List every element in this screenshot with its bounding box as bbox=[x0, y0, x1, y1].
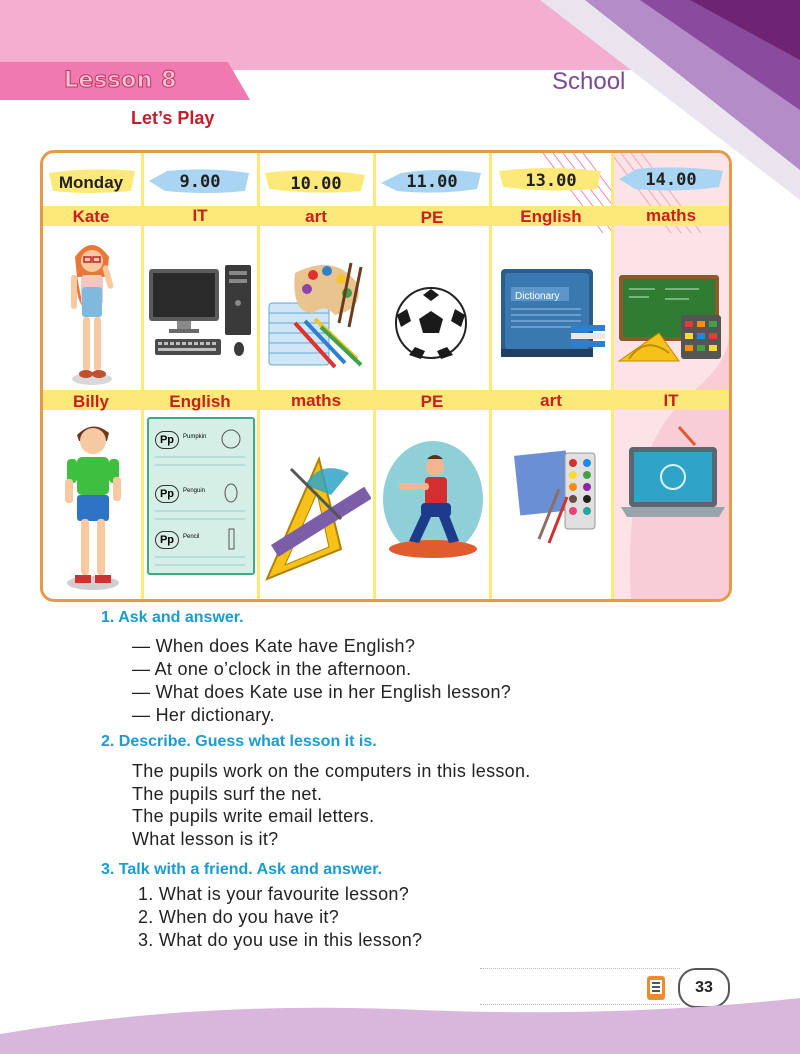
paintbox-illustration bbox=[509, 439, 609, 549]
day-label: Monday bbox=[58, 173, 124, 192]
exercise-1-line: — When does Kate have English? bbox=[132, 636, 416, 656]
exercise-2-title: 2. Describe. Guess what lesson it is. bbox=[101, 733, 377, 750]
worksheet-word: Pencil bbox=[183, 534, 200, 540]
worksheet-word: Pumpkin bbox=[183, 434, 207, 440]
timetable bbox=[40, 150, 732, 602]
worksheet-illustration bbox=[147, 417, 255, 575]
section-title: School bbox=[552, 68, 626, 95]
billy-subject-13: art bbox=[540, 391, 562, 410]
time-14: 14.00 bbox=[645, 170, 697, 190]
lesson-title: Lesson 8 bbox=[64, 68, 177, 93]
exercise-1-line: — At one o’clock in the afternoon. bbox=[132, 659, 412, 679]
dictionary-illustration bbox=[497, 265, 607, 363]
billy-illustration bbox=[59, 419, 129, 593]
kate-subject-9: IT bbox=[192, 206, 208, 225]
kate-subject-10: art bbox=[305, 207, 327, 226]
blackboard-illustration bbox=[615, 249, 727, 369]
worksheet-word: Penguin bbox=[183, 488, 206, 494]
time-13: 13.00 bbox=[525, 171, 577, 191]
page-number: 33 bbox=[678, 968, 730, 1008]
kate-name: Kate bbox=[72, 207, 110, 226]
footer-wave bbox=[0, 990, 800, 1054]
billy-subject-14: IT bbox=[663, 391, 679, 410]
billy-name: Billy bbox=[73, 392, 109, 411]
billy-subject-10: maths bbox=[290, 391, 342, 410]
rulers-illustration bbox=[261, 429, 371, 589]
dictionary-cover-label: Dictionary bbox=[515, 291, 560, 302]
exercise-2-line: What lesson is it? bbox=[132, 829, 279, 849]
time-11: 11.00 bbox=[406, 172, 458, 192]
billy-subject-9: English bbox=[169, 392, 231, 411]
kate-subject-11: PE bbox=[420, 208, 444, 227]
exercise-3-title: 3. Talk with a friend. Ask and answer. bbox=[101, 861, 382, 878]
kate-subject-13: English bbox=[520, 207, 582, 226]
exercise-2-line: The pupils work on the computers in this lesson. bbox=[132, 761, 531, 781]
worksheet-letter: Pp bbox=[155, 431, 179, 449]
football-illustration bbox=[393, 285, 469, 361]
worksheet-letter: Pp bbox=[155, 531, 179, 549]
exercise-1-line: — Her dictionary. bbox=[132, 705, 275, 725]
billy-subject-11: PE bbox=[420, 392, 444, 411]
exercise-illustration bbox=[379, 429, 485, 559]
palette-illustration bbox=[265, 253, 369, 373]
subtitle: Let’s Play bbox=[131, 108, 215, 128]
computer-illustration bbox=[147, 263, 253, 363]
kate-illustration bbox=[57, 237, 127, 387]
exercise-3-line: 3. What do you use in this lesson? bbox=[138, 930, 423, 950]
exercise-2-line: The pupils write email letters. bbox=[132, 806, 375, 826]
laptop-illustration bbox=[619, 423, 727, 543]
kate-subject-14: maths bbox=[645, 206, 697, 225]
exercise-3-line: 2. When do you have it? bbox=[138, 907, 340, 927]
time-9: 9.00 bbox=[179, 172, 221, 192]
footer-rule bbox=[480, 968, 680, 969]
exercise-2-line: The pupils surf the net. bbox=[132, 784, 323, 804]
exercise-1-title: 1. Ask and answer. bbox=[101, 609, 244, 626]
time-10: 10.00 bbox=[290, 174, 342, 194]
exercise-1-line: — What does Kate use in her English lesson? bbox=[132, 682, 512, 702]
exercise-3-line: 1. What is your favourite lesson? bbox=[138, 884, 410, 904]
worksheet-letter: Pp bbox=[155, 485, 179, 503]
